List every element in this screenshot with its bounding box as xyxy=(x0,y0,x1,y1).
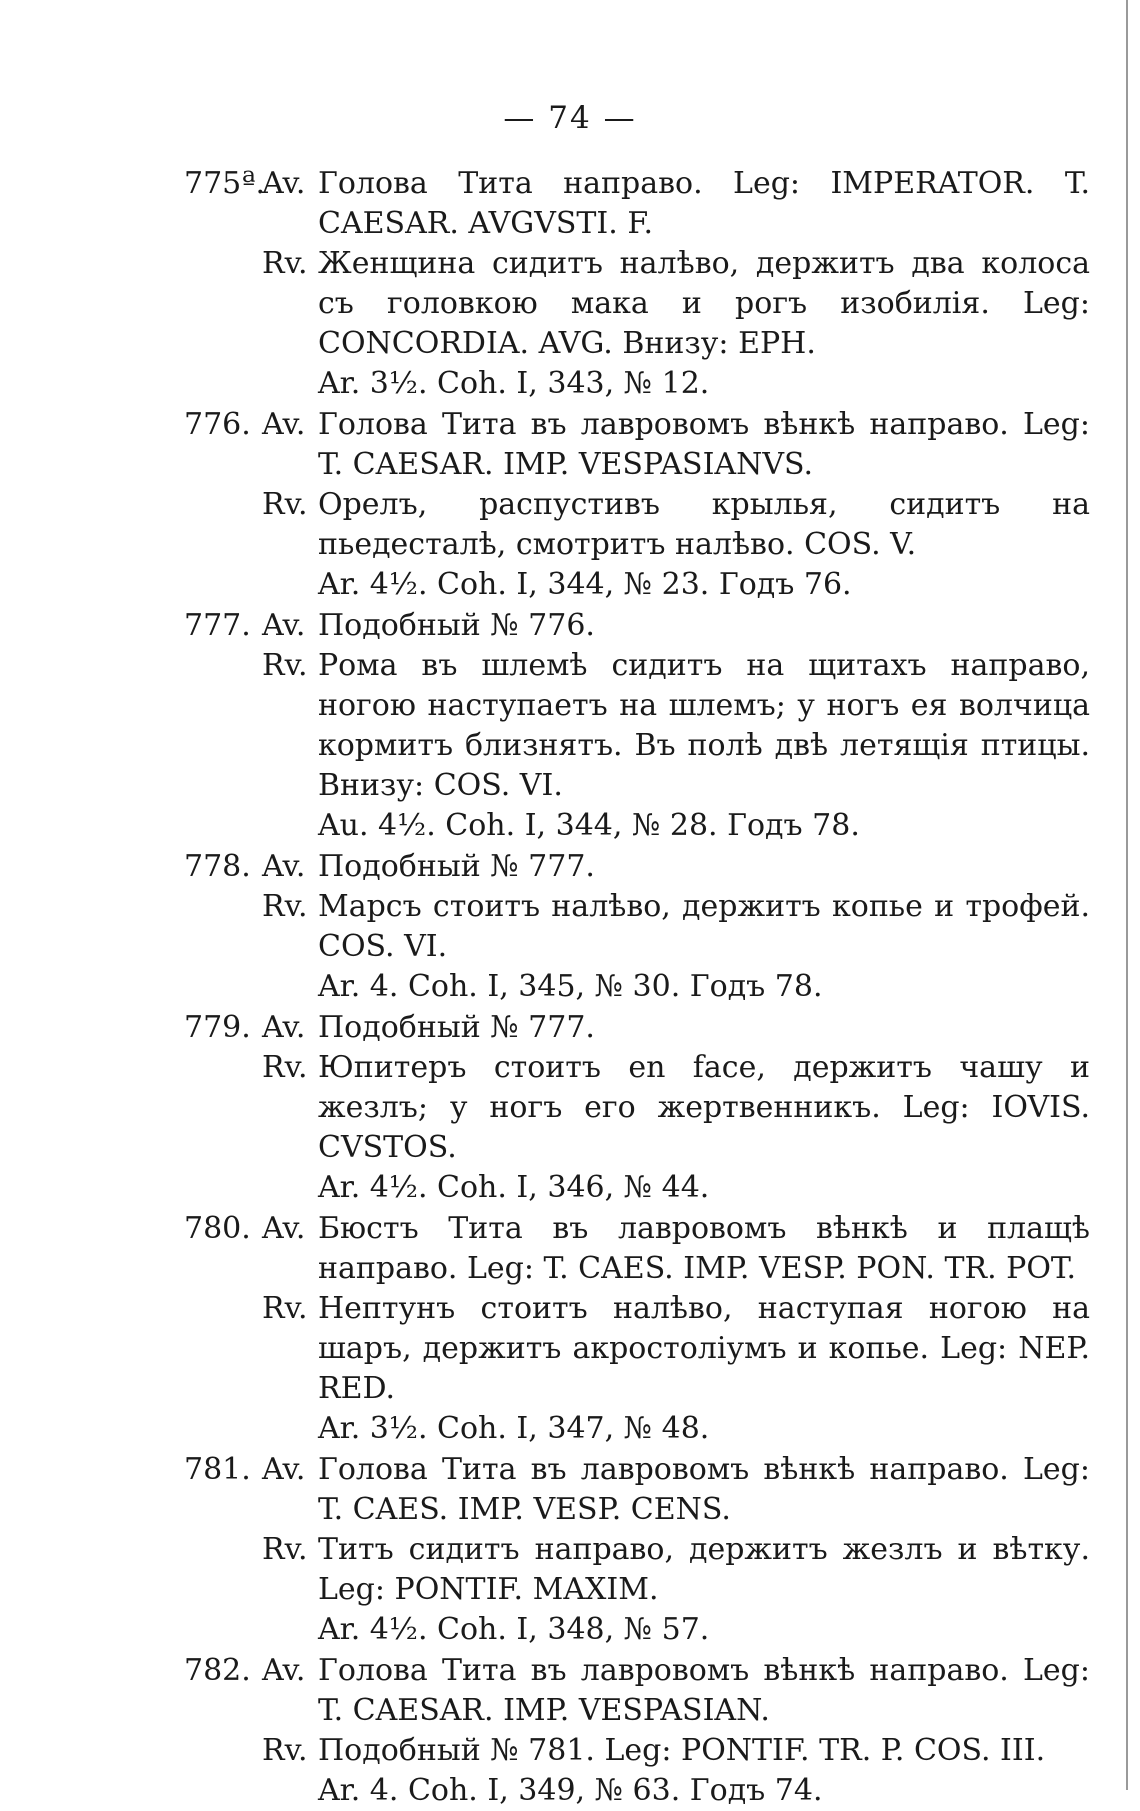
reverse-description: Женщина сидитъ налѣво, держитъ два колоса съ головкою мака и рогъ изобилія. Leg: CONCORDIA. AVG. Внизу: EPH. xyxy=(318,246,1090,361)
reverse-label: Rv. xyxy=(262,1050,308,1085)
reverse-line xyxy=(0,646,1140,806)
reference-line xyxy=(0,967,1140,1007)
reference-line xyxy=(0,806,1140,846)
obverse-label: Av. xyxy=(262,1452,306,1487)
reverse-line xyxy=(0,1048,1140,1168)
coin-catalog xyxy=(0,164,1140,1811)
obverse-description: Подобный № 776. xyxy=(318,608,595,643)
catalog-entry xyxy=(0,1209,1140,1449)
obverse-label: Av. xyxy=(262,1010,306,1045)
obverse-label: Av. xyxy=(262,1211,306,1246)
catalog-entry xyxy=(0,1651,1140,1811)
obverse-label: Av. xyxy=(262,166,306,201)
obverse-line xyxy=(0,405,1140,485)
catalog-entry xyxy=(0,847,1140,1007)
reverse-line xyxy=(0,244,1140,364)
reverse-description: Марсъ стоитъ налѣво, держитъ копье и трофей. COS. VI. xyxy=(318,889,1090,964)
coin-reference: Ar. 4½. Coh. I, 344, № 23. Годъ 76. xyxy=(318,567,852,602)
coin-reference: Ar. 4½. Coh. I, 346, № 44. xyxy=(318,1170,710,1205)
obverse-description: Голова Тита въ лавровомъ вѣнкѣ направо. Leg: T. CAES. IMP. VESP. CENS. xyxy=(318,1452,1090,1527)
reference-line xyxy=(0,1409,1140,1449)
coin-reference: Ar. 4½. Coh. I, 348, № 57. xyxy=(318,1612,710,1647)
obverse-line xyxy=(0,1651,1140,1731)
reverse-line xyxy=(0,1731,1140,1771)
obverse-line xyxy=(0,164,1140,244)
obverse-line xyxy=(0,606,1140,646)
coin-reference: Ar. 3½. Coh. I, 343, № 12. xyxy=(318,366,710,401)
obverse-line xyxy=(0,1008,1140,1048)
reverse-label: Rv. xyxy=(262,889,308,924)
obverse-line xyxy=(0,1209,1140,1289)
obverse-description: Голова Тита въ лавровомъ вѣнкѣ направо. Leg: T. CAESAR. IMP. VESPASIANVS. xyxy=(318,407,1090,482)
entry-number: 781. xyxy=(184,1452,251,1487)
entry-number: 777. xyxy=(184,608,251,643)
reference-line xyxy=(0,565,1140,605)
reference-line xyxy=(0,1168,1140,1208)
obverse-label: Av. xyxy=(262,608,306,643)
reverse-label: Rv. xyxy=(262,648,308,683)
reference-line xyxy=(0,1771,1140,1811)
reverse-line xyxy=(0,485,1140,565)
reverse-description: Рома въ шлемѣ сидитъ на щитахъ направо, ногою наступаетъ на шлемъ; у ногъ ея волчица кормитъ близнятъ. Въ полѣ двѣ летящія птицы. Внизу: COS. VI. xyxy=(318,648,1090,803)
obverse-line xyxy=(0,1450,1140,1530)
obverse-line xyxy=(0,847,1140,887)
catalog-entry xyxy=(0,1008,1140,1208)
reverse-description: Подобный № 781. Leg: PONTIF. TR. P. COS. III. xyxy=(318,1733,1046,1768)
entry-number: 778. xyxy=(184,849,251,884)
entry-number: 775ª. xyxy=(184,166,266,201)
obverse-description: Голова Тита въ лавровомъ вѣнкѣ направо. Leg: T. CAESAR. IMP. VESPASIAN. xyxy=(318,1653,1090,1728)
coin-reference: Ar. 4. Coh. I, 349, № 63. Годъ 74. xyxy=(318,1773,823,1808)
reverse-label: Rv. xyxy=(262,246,308,281)
coin-reference: Au. 4½. Coh. I, 344, № 28. Годъ 78. xyxy=(318,808,860,843)
reverse-line xyxy=(0,1289,1140,1409)
obverse-label: Av. xyxy=(262,849,306,884)
reverse-line xyxy=(0,1530,1140,1610)
obverse-description: Подобный № 777. xyxy=(318,849,595,884)
reference-line xyxy=(0,364,1140,404)
catalog-entry xyxy=(0,405,1140,605)
reverse-label: Rv. xyxy=(262,1532,308,1567)
catalog-entry xyxy=(0,1450,1140,1650)
entry-number: 782. xyxy=(184,1653,251,1688)
reverse-description: Титъ сидитъ направо, держитъ жезлъ и вѣтку. Leg: PONTIF. MAXIM. xyxy=(318,1532,1090,1607)
reverse-label: Rv. xyxy=(262,487,308,522)
obverse-label: Av. xyxy=(262,407,306,442)
reverse-description: Орелъ, распустивъ крылья, сидитъ на пьедесталѣ, смотритъ налѣво. COS. V. xyxy=(318,487,1090,562)
coin-reference: Ar. 3½. Coh. I, 347, № 48. xyxy=(318,1411,710,1446)
page-number: — 74 — xyxy=(503,100,637,136)
reverse-label: Rv. xyxy=(262,1733,308,1768)
entry-number: 776. xyxy=(184,407,251,442)
catalog-entry xyxy=(0,606,1140,846)
reverse-description: Юпитеръ стоитъ en face, держитъ чашу и жезлъ; у ногъ его жертвенникъ. Leg: IOVIS. CVSTOS. xyxy=(318,1050,1090,1165)
obverse-description: Подобный № 777. xyxy=(318,1010,595,1045)
reverse-description: Нептунъ стоитъ налѣво, наступая ногою на шаръ, держитъ акростоліумъ и копье. Leg: NEP. RED. xyxy=(318,1291,1090,1406)
reference-line xyxy=(0,1610,1140,1650)
coin-reference: Ar. 4. Coh. I, 345, № 30. Годъ 78. xyxy=(318,969,823,1004)
entry-number: 780. xyxy=(184,1211,251,1246)
reverse-line xyxy=(0,887,1140,967)
obverse-description: Бюстъ Тита въ лавровомъ вѣнкѣ и плащѣ направо. Leg: T. CAES. IMP. VESP. PON. TR. POT. xyxy=(318,1211,1090,1286)
reverse-label: Rv. xyxy=(262,1291,308,1326)
obverse-label: Av. xyxy=(262,1653,306,1688)
entry-number: 779. xyxy=(184,1010,251,1045)
catalog-entry xyxy=(0,164,1140,404)
obverse-description: Голова Тита направо. Leg: IMPERATOR. T. CAESAR. AVGVSTI. F. xyxy=(318,166,1090,241)
